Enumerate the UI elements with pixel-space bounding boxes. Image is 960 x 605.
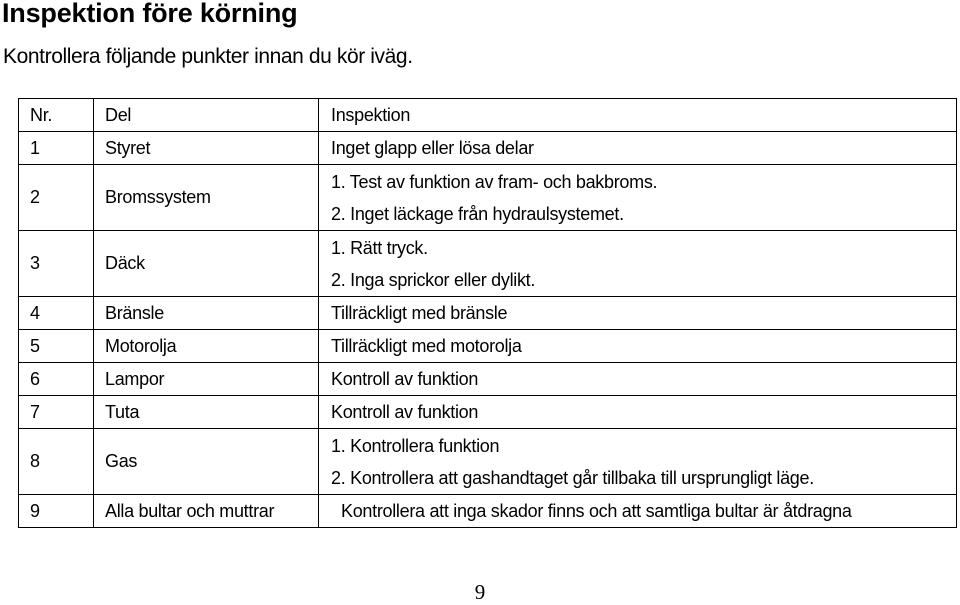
row-del: Däck xyxy=(94,231,319,297)
table-row xyxy=(19,396,957,429)
inspection-table xyxy=(18,98,957,528)
inspektion-line: 2. Kontrollera att gashandtaget går tillbaka till ursprungligt läge. xyxy=(331,467,814,488)
row-nr: 2 xyxy=(19,165,94,231)
row-nr: 7 xyxy=(19,396,94,429)
table-row xyxy=(19,231,957,297)
inspektion-line: Kontroll av funktion xyxy=(331,369,479,389)
row-del: Motorolja xyxy=(94,330,319,363)
row-del: Gas xyxy=(94,429,319,495)
inspektion-line: 2. Inga sprickor eller dylikt. xyxy=(331,269,536,290)
row-inspektion xyxy=(319,363,957,396)
page-number: 9 xyxy=(474,580,486,604)
row-nr: 1 xyxy=(19,132,94,165)
row-inspektion xyxy=(319,297,957,330)
row-del: Bromssystem xyxy=(94,165,319,231)
row-nr: 5 xyxy=(19,330,94,363)
inspektion-line: 2. Inget läckage från hydraulsystemet. xyxy=(331,203,624,224)
row-del: Tuta xyxy=(94,396,319,429)
row-inspektion xyxy=(319,165,957,231)
row-nr: 3 xyxy=(19,231,94,297)
table-row xyxy=(19,330,957,363)
row-nr: 8 xyxy=(19,429,94,495)
table-row xyxy=(19,297,957,330)
row-inspektion xyxy=(319,330,957,363)
row-inspektion xyxy=(319,396,957,429)
row-inspektion xyxy=(319,495,957,528)
table-row xyxy=(19,429,957,495)
table-row xyxy=(19,165,957,231)
row-del: Alla bultar och muttrar xyxy=(94,495,319,528)
inspektion-line: Tillräckligt med motorolja xyxy=(331,336,522,356)
row-inspektion xyxy=(319,132,957,165)
inspektion-line: Inget glapp eller lösa delar xyxy=(331,138,534,158)
inspektion-line: 1. Test av funktion av fram- och bakbroms. xyxy=(331,171,658,192)
row-nr: 9 xyxy=(19,495,94,528)
row-inspektion xyxy=(319,231,957,297)
row-del: Styret xyxy=(94,132,319,165)
row-inspektion xyxy=(319,429,957,495)
inspektion-line: 1. Kontrollera funktion xyxy=(331,435,500,456)
table-row xyxy=(19,132,957,165)
inspektion-line: 1. Rätt tryck. xyxy=(331,237,428,258)
inspektion-line: Tillräckligt med bränsle xyxy=(331,303,508,323)
table-row xyxy=(19,495,957,528)
header-nr: Nr. xyxy=(19,99,94,132)
header-del: Del xyxy=(94,99,319,132)
header-inspektion: Inspektion xyxy=(319,99,957,132)
row-nr: 4 xyxy=(19,297,94,330)
page-subtitle: Kontrollera följande punkter innan du kör iväg. xyxy=(3,45,413,68)
table-row xyxy=(19,363,957,396)
inspektion-line: Kontroll av funktion xyxy=(331,402,479,422)
row-nr: 6 xyxy=(19,363,94,396)
inspektion-line: Kontrollera att inga skador finns och att samtliga bultar är åtdragna xyxy=(341,501,852,521)
row-del: Bränsle xyxy=(94,297,319,330)
page-title: Inspektion före körning xyxy=(2,0,298,28)
row-del: Lampor xyxy=(94,363,319,396)
table-header-row xyxy=(19,99,957,132)
